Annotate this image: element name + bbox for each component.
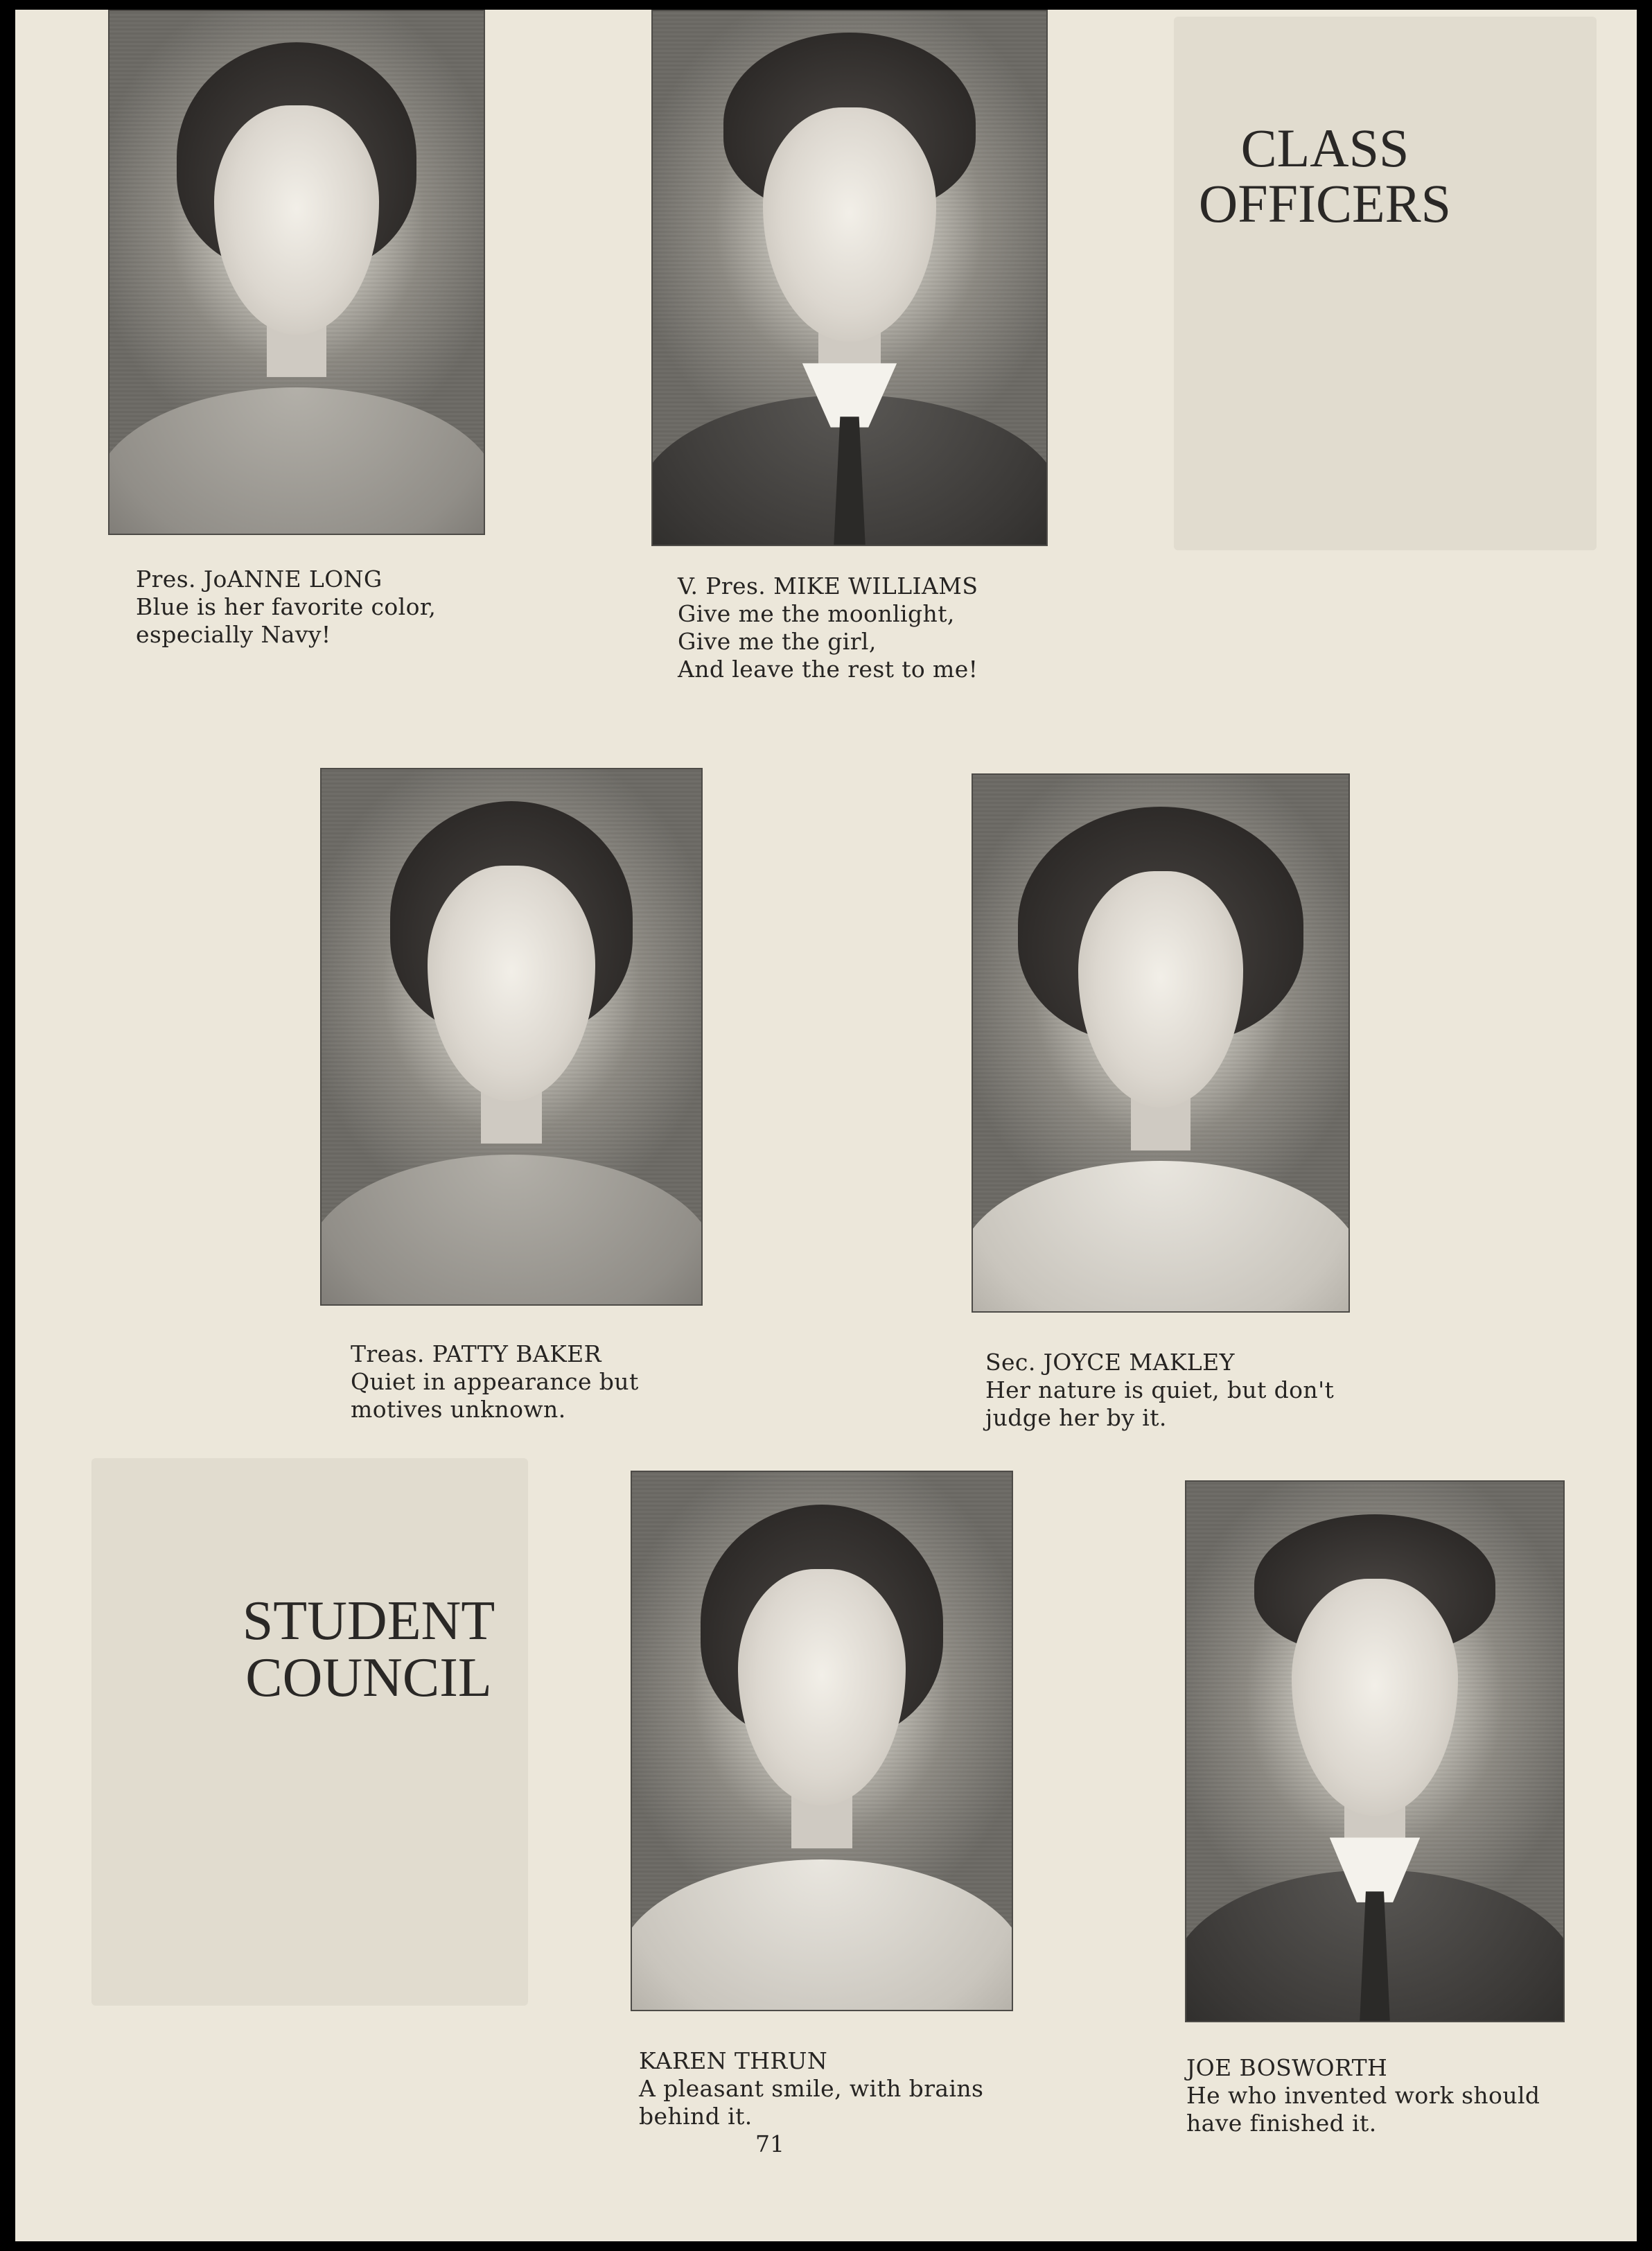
- person-name: JOE BOSWORTH: [1186, 2054, 1388, 2081]
- person-quote-line: Quiet in appearance but: [351, 1368, 639, 1395]
- person-quote-line: especially Navy!: [136, 621, 331, 648]
- person-quote-line: have finished it.: [1186, 2110, 1377, 2137]
- heading-line: OFFICERS: [1198, 173, 1452, 234]
- heading-line: STUDENT: [242, 1591, 495, 1652]
- person-quote-line: Blue is her favorite color,: [136, 593, 437, 620]
- person-quote-line: Give me the girl,: [678, 628, 877, 655]
- person-name: Treas. PATTY BAKER: [351, 1340, 601, 1367]
- caption-joe-bosworth: [1186, 2054, 1540, 2137]
- portrait-joyce-makley: [972, 773, 1350, 1313]
- caption-karen-thrun: [639, 2047, 983, 2130]
- caption-joanne-long: [136, 566, 436, 649]
- caption-joyce-makley: [985, 1349, 1334, 1432]
- student-council-heading: [209, 1593, 528, 1706]
- class-officers-heading: [1159, 118, 1491, 234]
- person-name: Sec. JOYCE MAKLEY: [985, 1349, 1235, 1376]
- caption-patty-baker: [351, 1340, 639, 1424]
- person-name: Pres. JoANNE LONG: [136, 566, 383, 593]
- person-quote-line: A pleasant smile, with brains: [639, 2075, 984, 2102]
- person-quote-line: Her nature is quiet, but don't: [985, 1376, 1335, 1403]
- person-quote-line: He who invented work should: [1186, 2082, 1540, 2109]
- student-council-panel: [91, 1458, 528, 2006]
- portrait-joanne-long: [108, 10, 485, 535]
- portrait-mike-williams: [651, 10, 1048, 546]
- portrait-karen-thrun: [631, 1471, 1013, 2011]
- person-quote-line: motives unknown.: [351, 1396, 566, 1423]
- person-name: V. Pres. MIKE WILLIAMS: [678, 572, 978, 599]
- heading-line: COUNCIL: [245, 1647, 492, 1708]
- class-officers-panel: [1174, 17, 1597, 550]
- heading-line: CLASS: [1240, 118, 1409, 178]
- person-quote-line: judge her by it.: [985, 1404, 1167, 1431]
- portrait-patty-baker: [320, 768, 703, 1306]
- portrait-joe-bosworth: [1185, 1480, 1565, 2022]
- page-number: 71: [755, 2130, 784, 2157]
- person-quote-line: And leave the rest to me!: [678, 656, 978, 683]
- person-quote-line: behind it.: [639, 2103, 753, 2130]
- person-quote-line: Give me the moonlight,: [678, 600, 955, 627]
- yearbook-page: [15, 10, 1637, 2241]
- person-name: KAREN THRUN: [639, 2047, 828, 2074]
- caption-mike-williams: [678, 572, 978, 683]
